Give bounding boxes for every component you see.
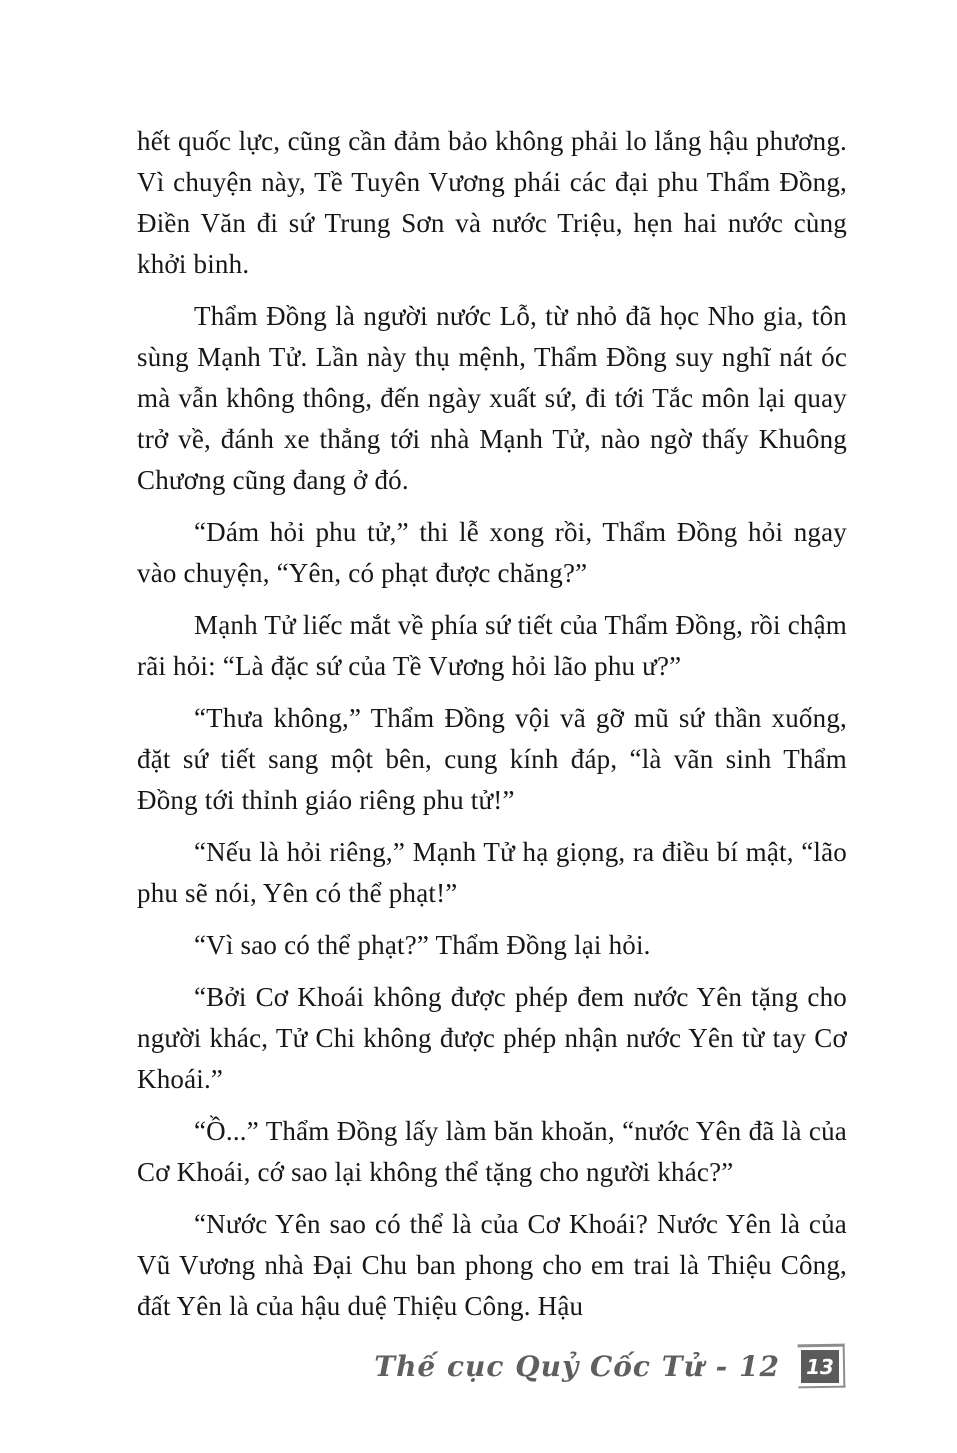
page-number-badge: 13 (801, 1350, 839, 1383)
paragraph: “Ồ...” Thẩm Đồng lấy làm băn khoăn, “nước Yên đã là của Cơ Khoái, cớ sao lại không thể tặng cho người khác?” (137, 1116, 847, 1187)
paragraph: hết quốc lực, cũng cần đảm bảo không phải lo lắng hậu phương. Vì chuyện này, Tề Tuyên Vương phái các đại phu Thẩm Đồng, Điền Văn đi sứ Trung Sơn và nước Triệu, hẹn hai nước cùng khởi binh. (137, 126, 847, 279)
paragraph: “Thưa không,” Thẩm Đồng vội vã gỡ mũ sứ thần xuống, đặt sứ tiết sang một bên, cung kính đáp, “là vãn sinh Thẩm Đồng tới thỉnh giáo riêng phu tử!” (137, 703, 847, 815)
page-number-frame (798, 1344, 846, 1389)
paragraph: “Dám hỏi phu tử,” thi lễ xong rồi, Thẩm Đồng hỏi ngay vào chuyện, “Yên, có phạt được chăng?” (137, 517, 847, 588)
paragraph: “Bởi Cơ Khoái không được phép đem nước Yên tặng cho người khác, Tử Chi không được phép nhận nước Yên từ tay Cơ Khoái.” (137, 982, 847, 1094)
paragraph: “Nếu là hỏi riêng,” Mạnh Tử hạ giọng, ra điều bí mật, “lão phu sẽ nói, Yên có thể phạt!” (137, 837, 847, 908)
body-text (137, 121, 847, 1338)
paragraph: “Vì sao có thể phạt?” Thẩm Đồng lại hỏi. (194, 930, 651, 960)
paragraph: “Nước Yên sao có thể là của Cơ Khoái? Nước Yên là của Vũ Vương nhà Đại Chu ban phong cho em trai là Thiệu Công, đất Yên là của hậu duệ Thiệu Công. Hậu (137, 1209, 847, 1321)
running-title: Thế cục Quỷ Cốc Tử - 12 (374, 1349, 780, 1383)
paragraph: Thẩm Đồng là người nước Lỗ, từ nhỏ đã học Nho gia, tôn sùng Mạnh Tử. Lần này thụ mệnh, Thẩm Đồng suy nghĩ nát óc mà vẫn không thông, đến ngày xuất sứ, đi tới Tắc môn lại quay trở về, đánh xe thẳng tới nhà Mạnh Tử, nào ngờ thấy Khuông Chương cũng đang ở đó. (137, 301, 847, 495)
paragraph: Mạnh Tử liếc mắt về phía sứ tiết của Thẩm Đồng, rồi chậm rãi hỏi: “Là đặc sứ của Tề Vương hỏi lão phu ư?” (137, 610, 847, 681)
page-footer (374, 1344, 845, 1388)
